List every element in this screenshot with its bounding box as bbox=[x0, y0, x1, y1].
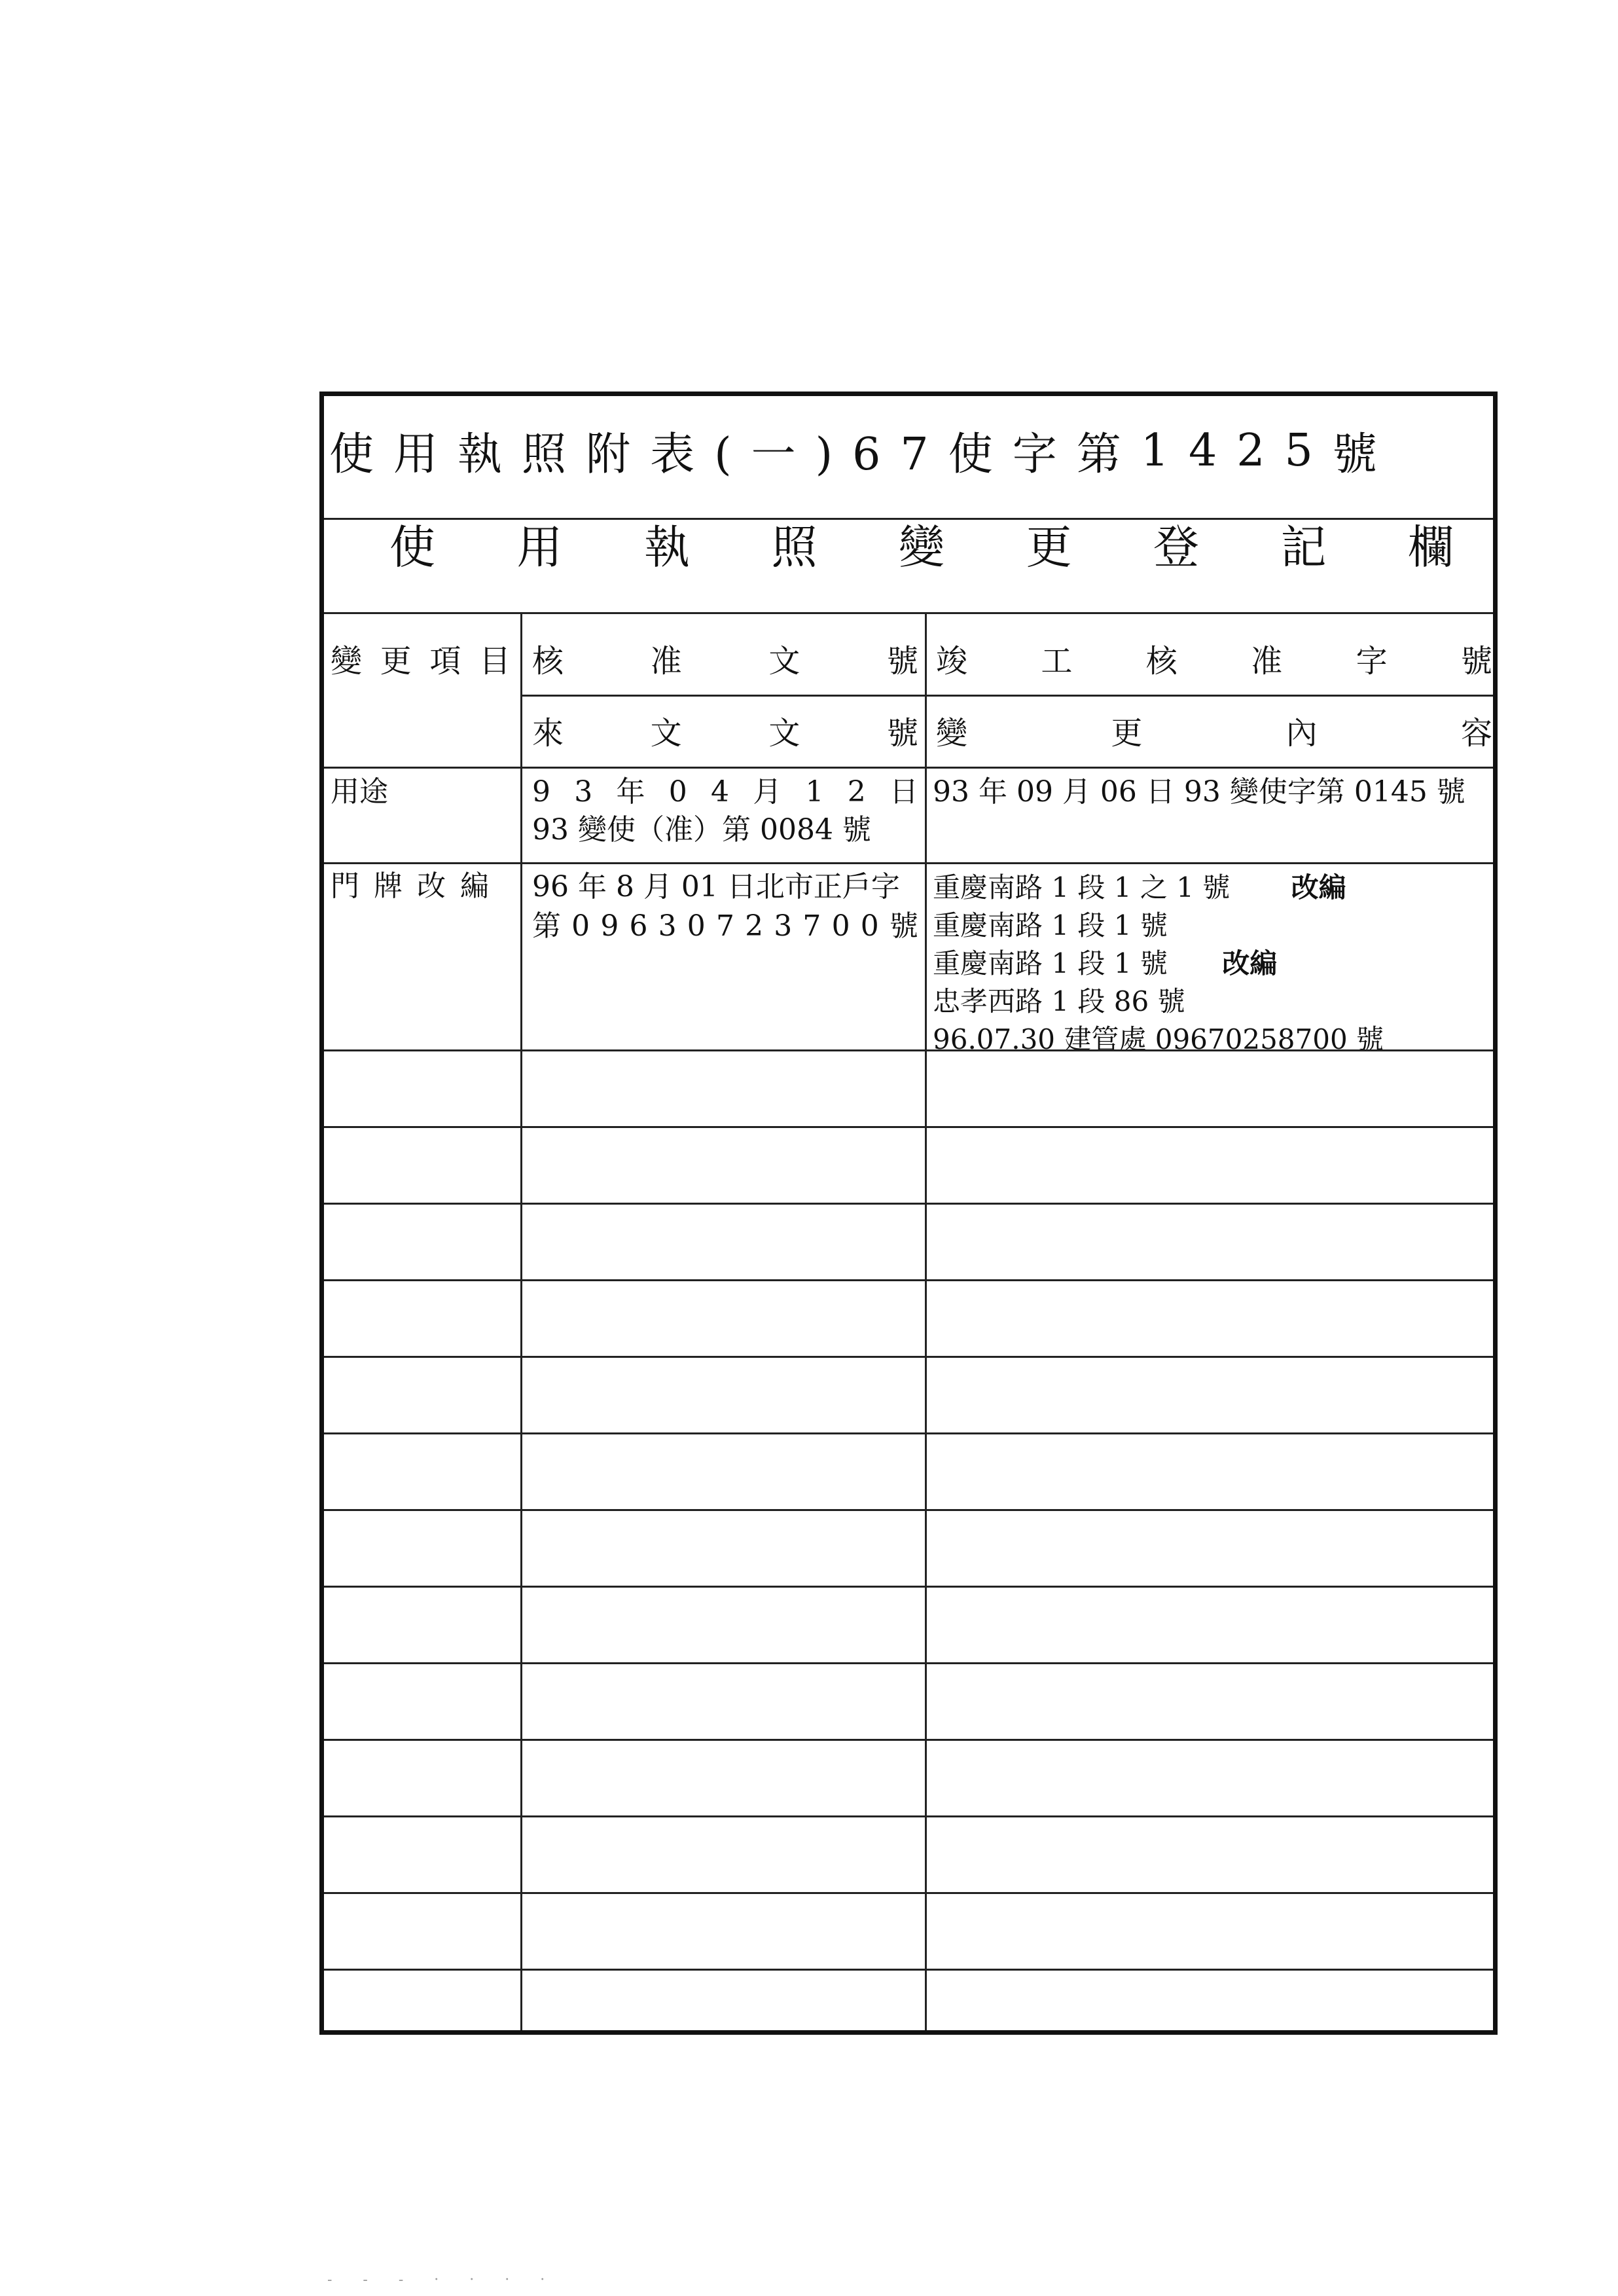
title-char: 使 bbox=[329, 428, 394, 481]
heading-char: 照 bbox=[771, 520, 818, 574]
heading-char: 使 bbox=[389, 520, 435, 574]
heading-char: 更 bbox=[1026, 520, 1072, 574]
divider bbox=[324, 1049, 1493, 1051]
divider bbox=[324, 612, 1493, 614]
empty-row-line bbox=[324, 1279, 1493, 1281]
content-line: 忠孝西路 1 段 86 號 bbox=[933, 985, 1185, 1017]
row-usage-content: 93 年 09 月 06 日 93 變使字第 0145 號 bbox=[933, 775, 1465, 809]
empty-row-line bbox=[324, 1509, 1493, 1511]
heading-char: 用 bbox=[516, 520, 563, 574]
form-title bbox=[329, 414, 1488, 486]
empty-row-line bbox=[324, 1815, 1493, 1817]
empty-row-line bbox=[324, 1356, 1493, 1358]
content-line: 重慶南路 1 段 1 之 1 號 改編 bbox=[933, 871, 1346, 903]
content-line: 重慶南路 1 段 1 號 改編 bbox=[933, 947, 1278, 979]
heading-char: 記 bbox=[1280, 520, 1327, 574]
header-change-content: 變 更 內 容 bbox=[936, 714, 1492, 752]
header-completion-approval: 竣 工 核 准 字 號 bbox=[936, 642, 1492, 680]
empty-row-line bbox=[324, 1203, 1493, 1205]
divider bbox=[324, 862, 1493, 864]
header-change-item: 變 更 項 目 bbox=[331, 642, 511, 680]
title-char: 字 bbox=[1012, 428, 1077, 481]
renumber-tag: 改編 bbox=[1291, 871, 1346, 903]
title-char: 照 bbox=[522, 428, 586, 481]
license-attachment-form bbox=[319, 392, 1498, 2035]
renumber-tag: 改編 bbox=[1222, 947, 1278, 979]
empty-row-line bbox=[324, 1586, 1493, 1588]
title-char: (一)67 bbox=[714, 428, 948, 481]
content-line: 96.07.30 建管處 09670258700 號 bbox=[933, 1023, 1384, 1055]
scan-artifact-marks: - - - · · · · bbox=[327, 2272, 558, 2288]
doc-number-line: 93 變使（准）第 0084 號 bbox=[532, 813, 871, 847]
title-char: 第 bbox=[1076, 428, 1141, 481]
doc-date-line: 96 年 8 月 01 日北市正戶字 bbox=[532, 870, 900, 903]
empty-row-line bbox=[324, 1739, 1493, 1741]
empty-row-line bbox=[324, 1969, 1493, 1971]
header-incoming-doc: 來 文 文 號 bbox=[532, 714, 918, 752]
divider bbox=[324, 767, 1493, 769]
row-item-address-renumber: 門 牌 改 編 bbox=[331, 869, 492, 903]
doc-number-line: 第 0 9 6 3 0 7 2 3 7 0 0 號 bbox=[532, 909, 918, 943]
column-divider bbox=[520, 612, 522, 2030]
title-char: 表 bbox=[650, 428, 715, 481]
title-char: 附 bbox=[586, 428, 651, 481]
heading-char: 欄 bbox=[1408, 520, 1454, 574]
section-heading bbox=[389, 507, 1454, 579]
header-approval-doc: 核 准 文 號 bbox=[532, 642, 918, 680]
empty-row-line bbox=[324, 1892, 1493, 1894]
doc-date-line: 9 3 年 0 4 月 1 2 日 bbox=[532, 775, 918, 809]
row-address-content bbox=[933, 869, 1384, 1059]
empty-row-line bbox=[324, 1126, 1493, 1128]
row-address-doc bbox=[532, 867, 918, 946]
column-divider bbox=[925, 612, 927, 2030]
empty-row-line bbox=[324, 1432, 1493, 1434]
heading-char: 登 bbox=[1153, 520, 1199, 574]
heading-char: 變 bbox=[899, 520, 944, 574]
content-line: 重慶南路 1 段 1 號 bbox=[933, 909, 1168, 941]
title-char: 使 bbox=[948, 428, 1013, 481]
title-char: 用 bbox=[393, 428, 458, 481]
divider bbox=[520, 695, 1493, 697]
heading-char: 執 bbox=[644, 520, 690, 574]
title-char: 號 bbox=[1332, 428, 1397, 481]
title-char: 執 bbox=[458, 428, 522, 481]
row-usage-doc bbox=[532, 773, 918, 849]
empty-row-line bbox=[324, 1662, 1493, 1664]
row-item-usage: 用途 bbox=[331, 775, 388, 809]
title-char: 1425 bbox=[1140, 424, 1333, 477]
